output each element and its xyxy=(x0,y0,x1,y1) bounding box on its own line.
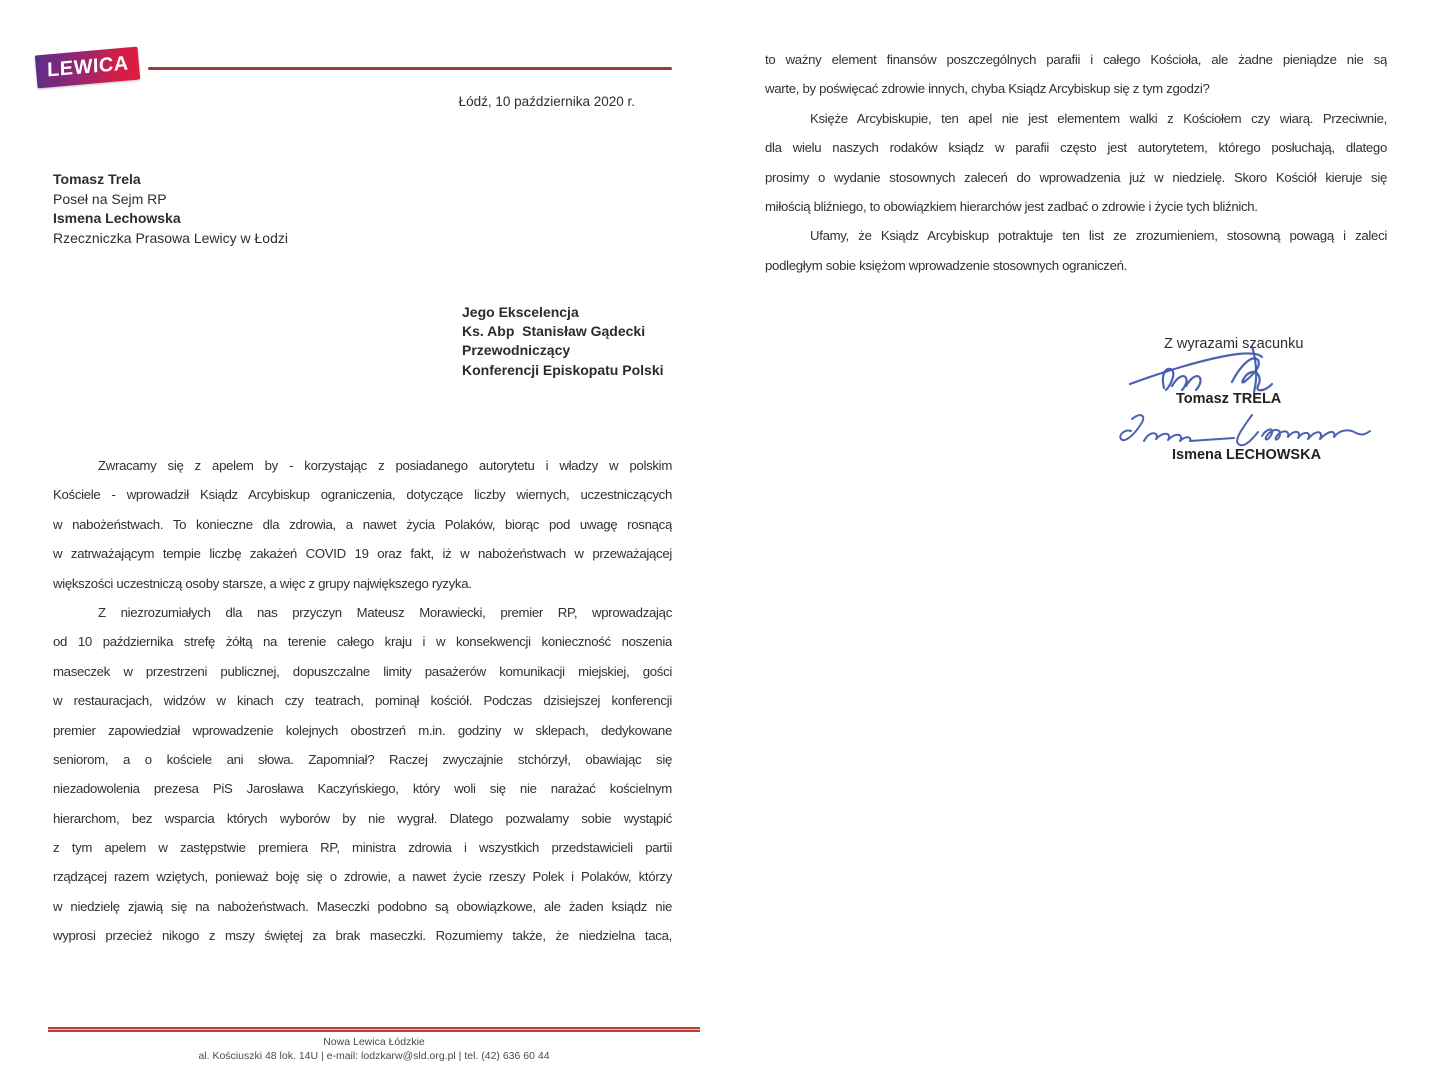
body-line: w restauracjach, widzów w kinach czy teatrach, pominął kościół. Podczas dzisiejszej konferencji xyxy=(53,693,672,709)
body-line: Zwracamy się z apelem by - korzystając z posiadanego autorytetu i władzy w polskim xyxy=(98,458,672,473)
footer-org-name: Nowa Lewica Łódzkie xyxy=(323,1036,425,1048)
recipient-line-2: Ks. Abp Stanisław Gądecki xyxy=(462,323,646,340)
body-line: to ważny element finansów poszczególnych parafii i całego Kościoła, ale żadne pieniądze nie są xyxy=(765,52,1387,67)
body-line: z tym apelem w zastępstwie premiera RP, ministra zdrowia i wszystkich przedstawicieli partii xyxy=(53,840,672,856)
paragraph xyxy=(765,45,1387,104)
signature-stroke xyxy=(1120,415,1143,440)
body-left-page xyxy=(53,451,672,951)
body-line: dla wielu naszych rodaków ksiądz w parafii często jest autorytetem, którego posłuchają, dlatego xyxy=(765,140,1387,156)
body-line: rządzącej razem wziętych, ponieważ boję się o zdrowie, a nawet życie rzeszy Polek i Polaków, którzy xyxy=(53,869,672,885)
signature-stroke xyxy=(1232,358,1272,390)
sender-name-1: Tomasz Trela xyxy=(53,171,141,187)
body-line: Ufamy, że Ksiądz Arcybiskup potraktuje ten list ze zrozumieniem, stosowną powagą i zaleci xyxy=(810,228,1387,244)
body-line: hierarchom, bez wsparcia których wyborów by nie wygrał. Dlatego pozwalamy sobie wystąpić xyxy=(53,810,672,826)
body-line: większości uczestniczą osoby starsze, a więc z grupy największego ryzyka. xyxy=(53,575,472,591)
date-line: Łódź, 10 października 2020 r. xyxy=(458,94,635,109)
body-line: Księże Arcybiskupie, ten apel nie jest elementem walki z Kościołem czy wiarą. Przeciwnie, xyxy=(810,110,1387,126)
recipient-line-1: Jego Ekscelencja xyxy=(462,304,579,320)
body-line: warte, by poświęcać zdrowie innych, chyba Ksiądz Arcybiskup się z tym zgodzi? xyxy=(765,81,1210,97)
paragraph xyxy=(765,104,1387,222)
body-line: premier zapowiedział wprowadzenie kolejnych obostrzeń m.in. godziny w sklepach, dedykowane xyxy=(53,722,672,738)
body-line: w zatrważającym tempie liczbę zakażeń COVID 19 oraz fakt, iż w nabożeństwach w przeważającej xyxy=(53,546,672,562)
paragraph xyxy=(765,221,1387,280)
paragraph xyxy=(53,598,672,951)
signer-name-ismena-lechowska: Ismena LECHOWSKA xyxy=(1172,447,1322,463)
body-line: Kościele - wprowadził Ksiądz Arcybiskup ograniczenia, dotyczące liczby wiernych, uczestniczących xyxy=(53,487,672,503)
paragraph xyxy=(53,451,672,598)
footer-block xyxy=(48,1036,700,1063)
body-line: miłością bliźniego, to obowiązkiem hierarchów jest zadbać o zdrowie i życie tych bliźnich. xyxy=(765,198,1258,214)
sender-name-2: Ismena Lechowska xyxy=(53,210,181,226)
recipient-block xyxy=(462,303,664,380)
body-line: w niedzielę zjawią się na nabożeństwach. Maseczki podobno są obowiązkowe, ale żaden ksiądz nie xyxy=(53,898,672,914)
body-line: maseczek w przestrzeni publicznej, dopuszczalne limity pasażerów komunikacji miejskiej, gości xyxy=(53,663,672,679)
footer-contact-line: al. Kościuszki 48 lok. 14U | e-mail: lodzkarw@sld.org.pl | tel. (42) 636 60 44 xyxy=(198,1049,550,1062)
recipient-line-3: Przewodniczący xyxy=(462,342,571,359)
signature-stroke xyxy=(1237,415,1370,445)
recipient-line-4: Konferencji Episkopatu Polski xyxy=(462,361,664,378)
body-line: od 10 października strefę żółtą na terenie całego kraju i w konsekwencji konieczność noszenia xyxy=(53,634,672,650)
sender-role-2: Rzeczniczka Prasowa Lewicy w Łodzi xyxy=(53,229,288,246)
footer-rule xyxy=(48,1027,700,1032)
lewica-logo xyxy=(35,47,140,89)
body-line: podległym sobie księżom wprowadzenie stosownych ograniczeń. xyxy=(765,257,1128,273)
body-line: seniorom, a o kościele ani słowa. Zapomniał? Raczej zwyczajnie stchórzył, obawiając się xyxy=(53,751,672,767)
sender-block xyxy=(53,170,288,248)
body-line: prosimy o wydanie stosownych zaleceń do wprowadzenia już w niedzielę. Skoro Kościół kieruje się xyxy=(765,169,1387,185)
body-line: Z niezrozumiałych dla nas przyczyn Mateusz Morawiecki, premier RP, wprowadzając xyxy=(98,604,672,620)
sender-role-1: Poseł na Sejm RP xyxy=(53,190,167,207)
header-rule xyxy=(148,67,672,70)
body-right-page xyxy=(765,45,1387,280)
body-line: niezadowolenia prezesa PiS Jarosława Kaczyńskiego, który woli się nie narażać kościelnym xyxy=(53,781,672,797)
signature-stroke xyxy=(1144,433,1234,441)
closing-salutation: Z wyrazami szacunku xyxy=(1164,336,1304,352)
body-line: wyprosi przecież nikogo z mszy świętej za brak maseczki. Rozumiemy także, że niedzielna taca, xyxy=(53,928,672,944)
signer-name-tomasz-trela: Tomasz TRELA xyxy=(1176,391,1282,407)
body-line: w nabożeństwach. To konieczne dla zdrowia, a nawet życia Polaków, biorąc pod uwagę rosnącą xyxy=(53,516,672,532)
signature-stroke xyxy=(1163,369,1201,390)
logo-text: LEWICA xyxy=(46,52,129,82)
